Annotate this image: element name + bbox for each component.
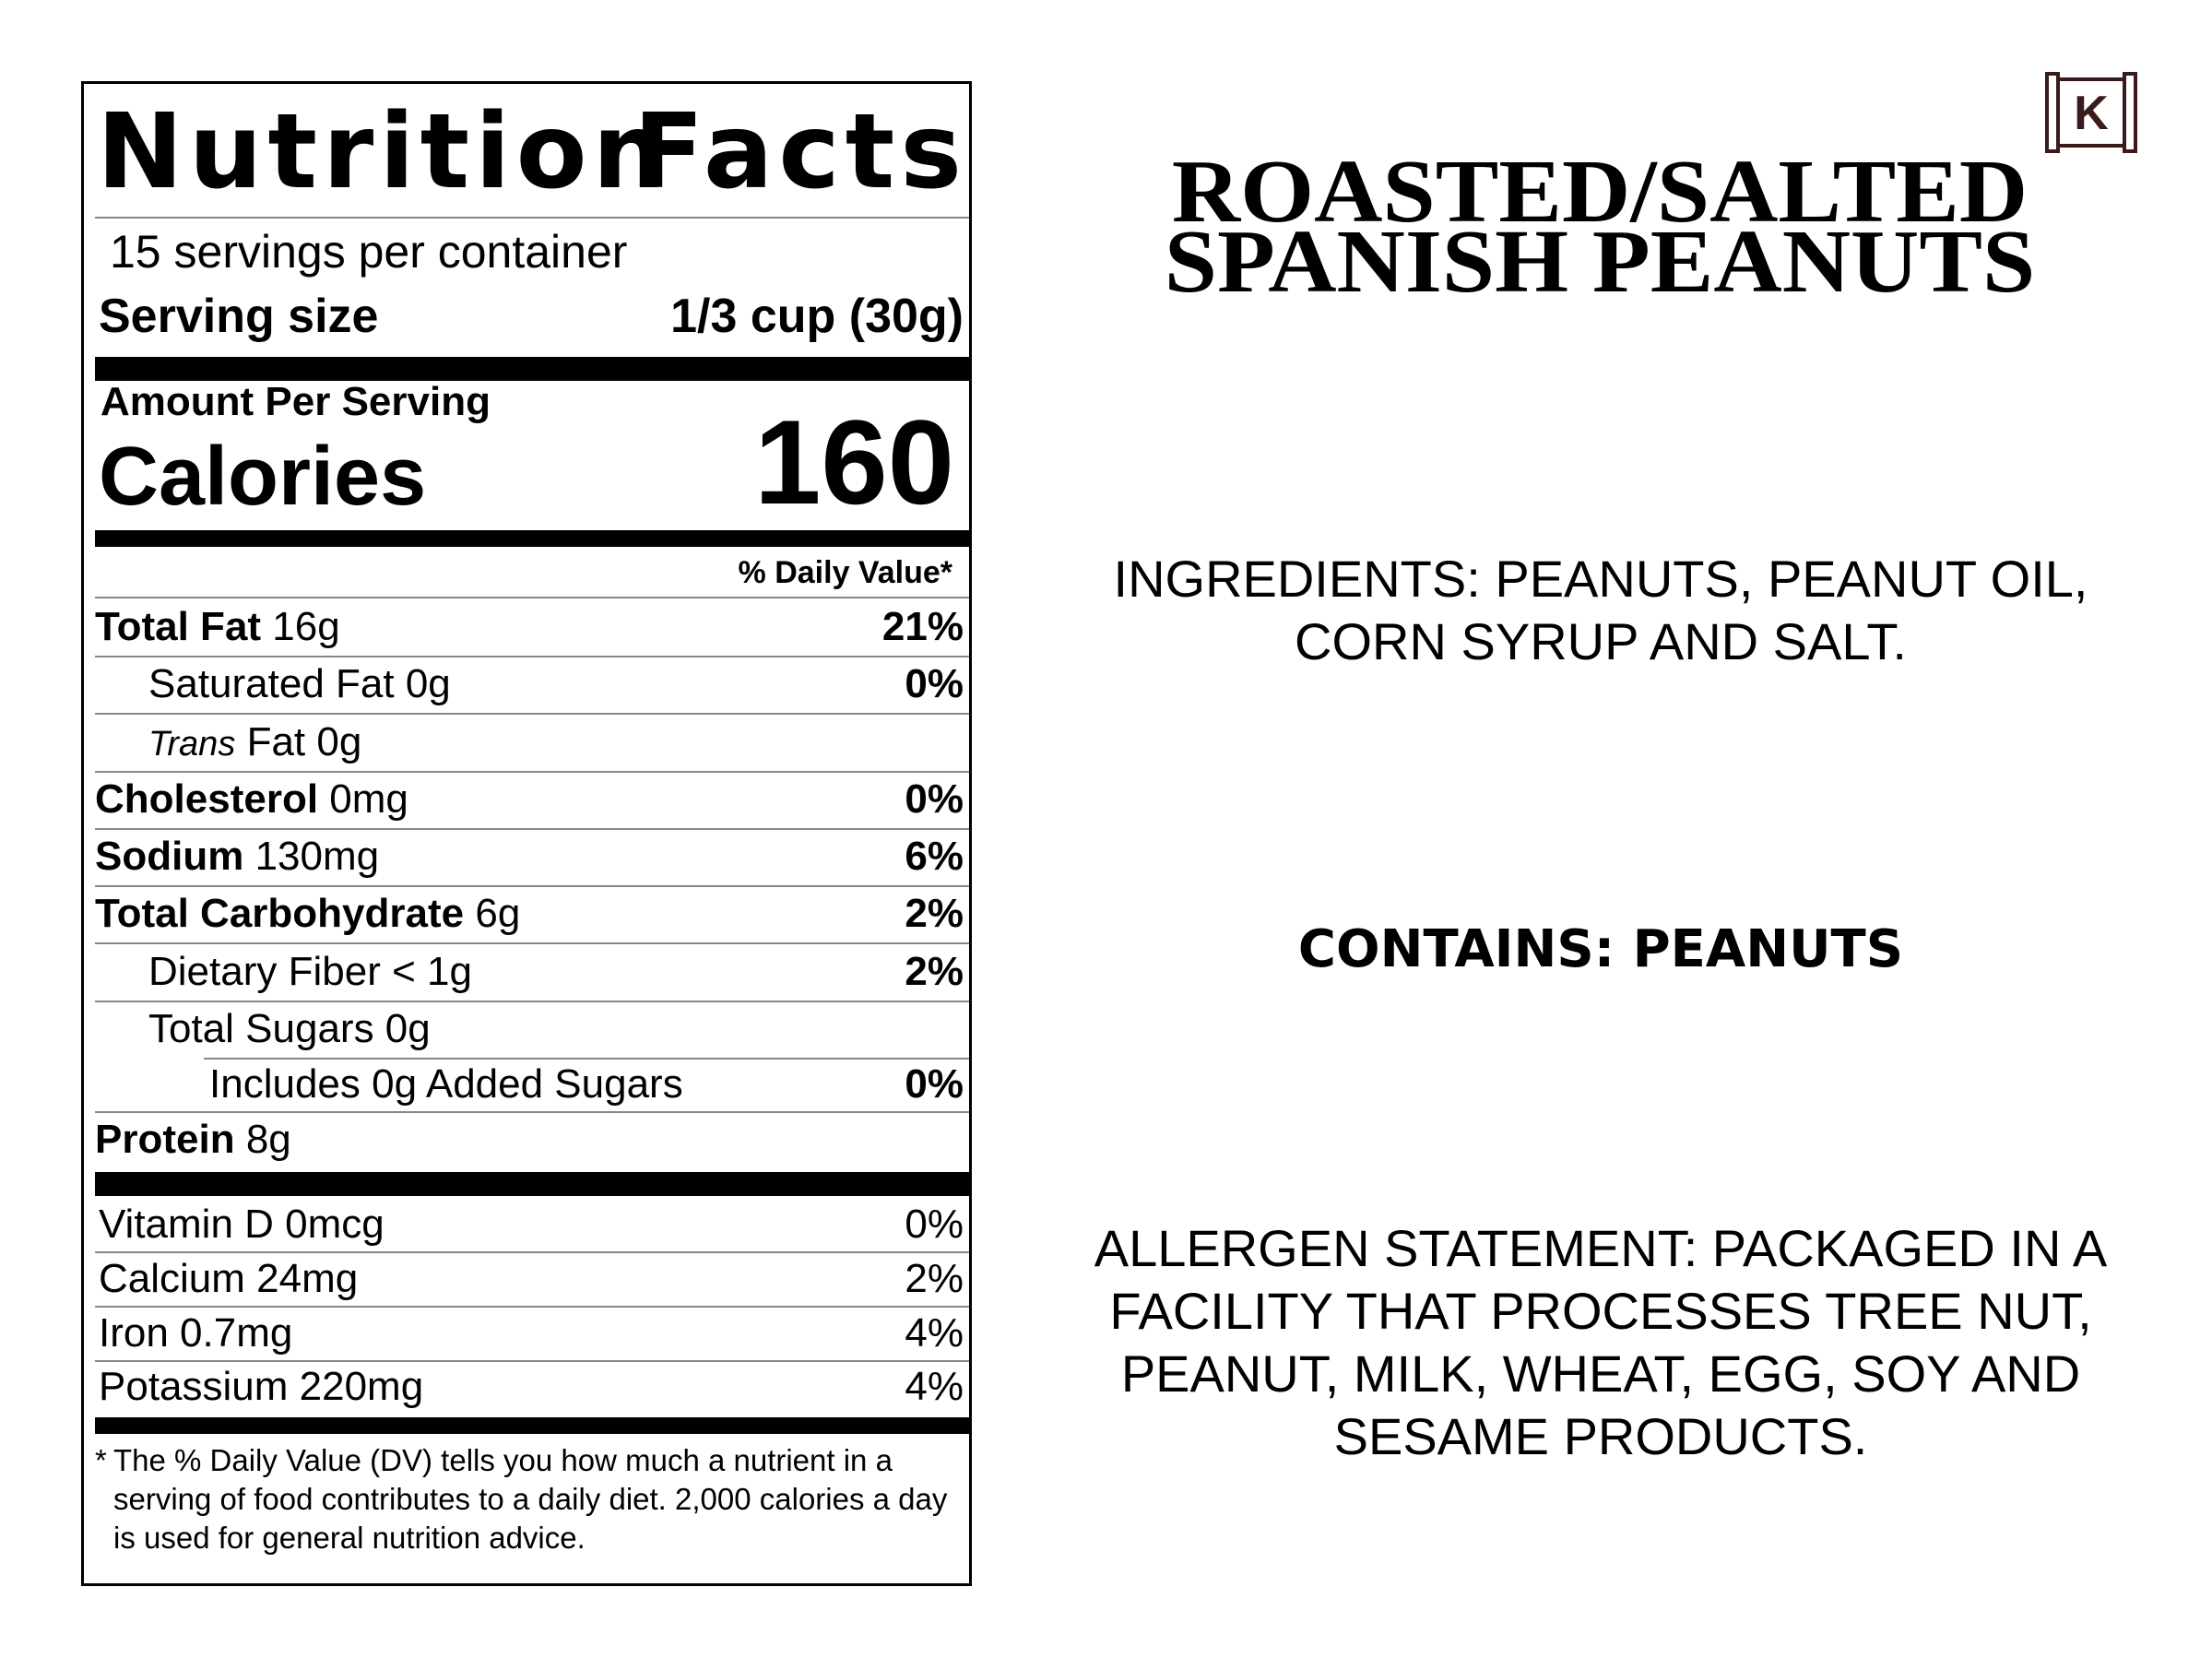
contains-statement: CONTAINS: PEANUTS (1297, 919, 1904, 979)
nutrient-dv: 2% (905, 949, 964, 994)
vitamin-name: Iron 0.7mg (99, 1310, 293, 1356)
vitamin-row-vitamin-d (99, 1198, 964, 1251)
allergen-line1: ALLERGEN STATEMENT: PACKAGED IN A (1094, 1219, 2108, 1277)
nutrient-amount: 130mg (254, 834, 380, 879)
vitamin-dv: 4% (905, 1310, 964, 1356)
nutrient-row-total-sugars (95, 1001, 964, 1058)
vitamin-name: Calcium 24mg (99, 1256, 359, 1301)
vitamin-dv: 2% (905, 1256, 964, 1301)
nutrient-amount: 16g (272, 604, 340, 649)
vitamin-name: Vitamin D 0mcg (99, 1202, 384, 1247)
trans-italic: Trans (148, 725, 236, 764)
title-word-nutrition: Nutrition (97, 92, 672, 212)
vitamin-dv: 0% (905, 1202, 964, 1247)
thick-divider (95, 1172, 969, 1196)
vitamin-name: Potassium 220mg (99, 1364, 424, 1409)
nutrition-facts-panel (81, 81, 972, 1586)
nutrient-name: Cholesterol (95, 776, 319, 822)
vitamin-row-potassium (99, 1360, 964, 1414)
ingredients-line1: INGREDIENTS: PEANUTS, PEANUT OIL, (1113, 550, 2088, 608)
nutrient-name: Total Carbohydrate (95, 891, 465, 936)
nutrient-row-total-carbohydrate (95, 885, 964, 942)
allergen-statement (1033, 1217, 2169, 1468)
nutrient-name: Sodium (95, 834, 244, 879)
nutrient-row-cholesterol (95, 771, 964, 828)
allergen-line4: SESAME PRODUCTS. (1333, 1407, 1868, 1465)
allergen-line2: FACILITY THAT PROCESSES TREE NUT, (1109, 1282, 2092, 1340)
daily-value-footnote (95, 1441, 952, 1557)
nutrient-dv: 6% (905, 834, 964, 879)
nutrient-dv: 2% (905, 891, 964, 936)
nutrient-name: Dietary Fiber < 1g (148, 949, 472, 994)
servings-per-container: 15 servings per container (110, 226, 628, 278)
nutrient-amount: 0mg (329, 776, 408, 822)
nutrient-amount: 6g (475, 891, 521, 936)
nutrient-dv: 0% (905, 1061, 964, 1107)
kosher-letter: K (2074, 87, 2109, 140)
amount-per-serving: Amount Per Serving (101, 379, 491, 424)
calories-label: Calories (99, 431, 427, 523)
serving-size-value: 1/3 cup (30g) (670, 290, 964, 343)
vitamin-dv: 4% (905, 1364, 964, 1409)
daily-value-header: % Daily Value* (738, 555, 952, 590)
nutrient-name: Saturated Fat 0g (148, 661, 451, 706)
nutrient-dv: 0% (905, 661, 964, 706)
nutrient-name: Fat 0g (246, 719, 362, 764)
ingredients-statement (1033, 548, 2169, 673)
nutrient-name: Total Fat (95, 604, 262, 649)
calories-value: 160 (754, 395, 954, 529)
nutrient-row-protein (95, 1111, 964, 1168)
vitamin-row-iron (99, 1307, 964, 1360)
title-word-facts: Facts (633, 92, 967, 212)
nutrient-row-saturated-fat (95, 656, 964, 713)
kosher-symbol-icon (2045, 72, 2137, 153)
footnote-asterisk: * (95, 1443, 107, 1477)
nutrition-facts-title (97, 92, 973, 212)
nutrient-row-added-sugars (95, 1056, 964, 1113)
serving-size-label: Serving size (99, 290, 379, 343)
nutrient-row-dietary-fiber (95, 943, 964, 1001)
footnote-text: The % Daily Value (DV) tells you how much a nutrient in a serving of food contributes to a daily diet. 2,000 calories a day is used for general nutrition advice. (113, 1443, 948, 1555)
serving-size (99, 289, 964, 344)
nutrient-name: Protein (95, 1117, 235, 1162)
product-title (1043, 142, 2157, 312)
nutrient-name: Includes 0g Added Sugars (209, 1061, 683, 1107)
nutrient-row-total-fat (95, 598, 964, 656)
divider (95, 217, 969, 219)
thick-divider (95, 357, 969, 381)
nutrient-dv: 21% (881, 604, 964, 649)
nutrient-dv: 0% (905, 776, 964, 822)
nutrient-row-trans-fat (95, 714, 964, 771)
nutrient-amount: 8g (245, 1117, 291, 1162)
nutrient-name: Total Sugars 0g (148, 1006, 431, 1051)
thick-divider (95, 1417, 969, 1434)
ingredients-line2: CORN SYRUP AND SALT. (1295, 612, 1907, 670)
nutrient-row-sodium (95, 828, 964, 885)
product-title-line2: SPANISH PEANUTS (1164, 212, 2036, 312)
product-title-line1: ROASTED/SALTED (1171, 142, 2029, 242)
thick-divider (95, 530, 969, 547)
vitamin-row-calcium (99, 1252, 964, 1306)
allergen-line3: PEANUT, MILK, WHEAT, EGG, SOY AND (1120, 1344, 2081, 1403)
